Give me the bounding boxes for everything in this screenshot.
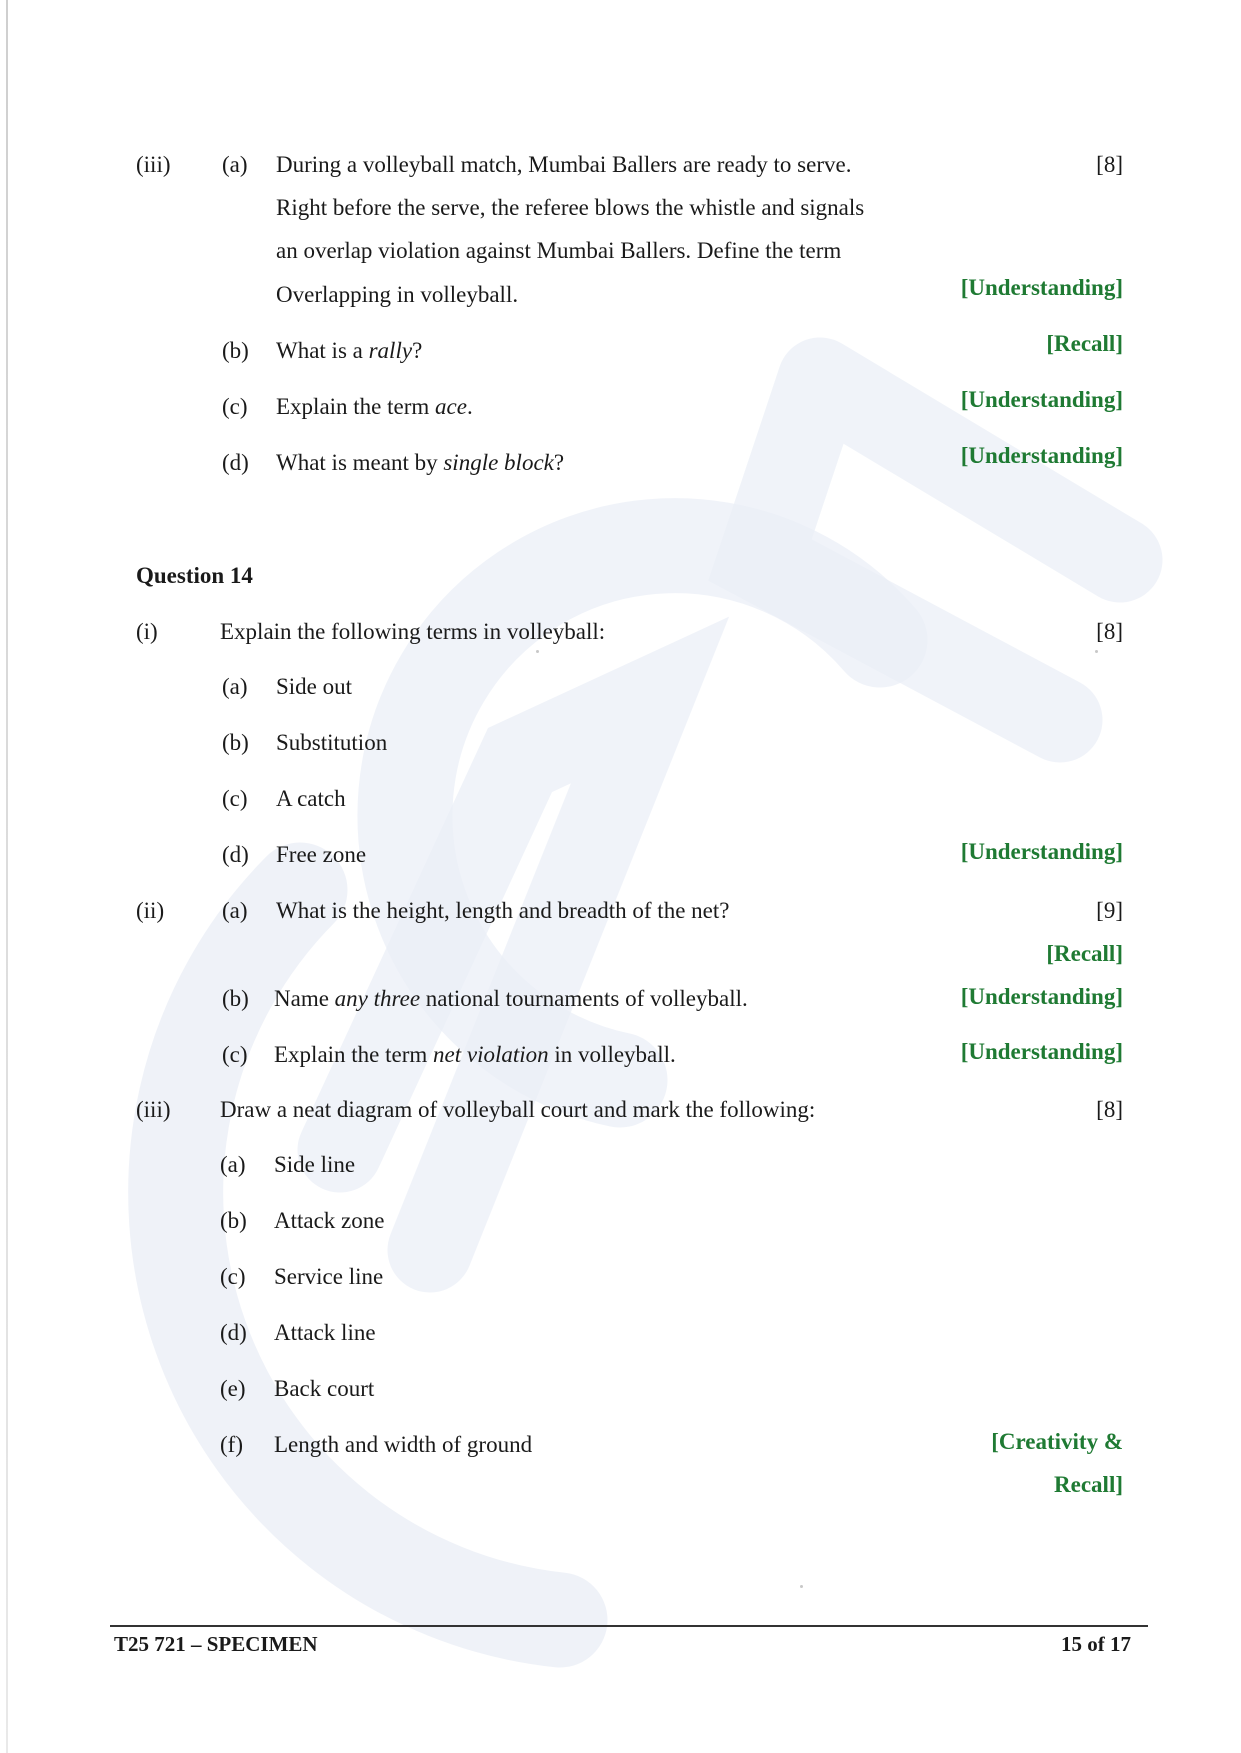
q13-iii-a-letter: (a)	[222, 152, 248, 177]
q14-i-number: (i)	[136, 619, 158, 644]
q14-iii-e-text: Back court	[274, 1376, 375, 1401]
q14-ii-c-text: Explain the term net violation in volleyball.	[274, 1042, 676, 1067]
q14-i-text: Explain the following terms in volleyball:	[220, 619, 606, 644]
q14-ii-a-letter: (a)	[222, 898, 248, 923]
q14-ii-a-text: What is the height, length and breadth of the net?	[276, 898, 730, 923]
q14-iii-a-text: Side line	[274, 1152, 356, 1177]
q14-iii-d-text: Attack line	[274, 1320, 376, 1345]
q14-ii-b-text: Name any three national tournaments of volleyball.	[274, 986, 748, 1011]
q14-iii-c-letter: (c)	[220, 1264, 246, 1289]
q14-iii-f-text: Length and width of ground	[274, 1432, 533, 1457]
scan-left-edge	[6, 0, 8, 1753]
q13-iii-b-tag: [Recall]	[1046, 331, 1123, 356]
q13-iii-b-text: What is a rally?	[276, 338, 423, 363]
q13-iii-d-letter: (d)	[222, 450, 249, 475]
q14-i-c-letter: (c)	[222, 786, 248, 811]
q14-iii-number: (iii)	[136, 1097, 171, 1122]
q14-i-tag: [Understanding]	[960, 839, 1123, 864]
q14-ii-a-tag: [Recall]	[1046, 941, 1123, 966]
q14-iii-marks: [8]	[1096, 1097, 1123, 1122]
q13-iii-a-tag: [Understanding]	[960, 275, 1123, 300]
q14-ii-number: (ii)	[136, 898, 165, 923]
q14-i-marks: [8]	[1096, 619, 1123, 644]
q14-i-d-letter: (d)	[222, 842, 249, 867]
q14-ii-marks: [9]	[1096, 898, 1123, 923]
q14-iii-tag-line-1: [Creativity &	[991, 1429, 1123, 1454]
q14-i-b-letter: (b)	[222, 730, 249, 755]
q13-iii-c-letter: (c)	[222, 394, 248, 419]
q14-iii-e-letter: (e)	[220, 1376, 246, 1401]
q14-iii-b-letter: (b)	[220, 1208, 247, 1233]
q13-iii-c-text: Explain the term ace.	[276, 394, 473, 419]
q13-iii-d-tag: [Understanding]	[960, 443, 1123, 468]
scan-speck	[1095, 650, 1098, 653]
q14-i-b-text: Substitution	[276, 730, 388, 755]
q14-ii-c-letter: (c)	[222, 1042, 248, 1067]
q14-iii-a-letter: (a)	[220, 1152, 246, 1177]
q14-i-d-text: Free zone	[276, 842, 367, 867]
scan-speck	[536, 650, 539, 653]
q13-iii-number: (iii)	[136, 152, 171, 177]
scan-speck	[800, 1585, 803, 1588]
q13-iii-a-line-2: Right before the serve, the referee blows the whistle and signals	[276, 195, 865, 220]
footer-rule	[110, 1625, 1148, 1627]
q14-iii-tag-line-2: Recall]	[1054, 1472, 1123, 1497]
question-14-heading: Question 14	[136, 563, 253, 588]
q14-iii-c-text: Service line	[274, 1264, 384, 1289]
q14-i-c-text: A catch	[276, 786, 346, 811]
q13-iii-b-letter: (b)	[222, 338, 249, 363]
q13-iii-a-line-4: Overlapping in volleyball.	[276, 282, 519, 307]
q14-i-a-text: Side out	[276, 674, 353, 699]
q14-ii-c-tag: [Understanding]	[960, 1039, 1123, 1064]
q13-iii-a-line-1: During a volleyball match, Mumbai Ballers are ready to serve.	[276, 152, 852, 177]
q13-iii-marks: [8]	[1096, 152, 1123, 177]
q14-ii-b-letter: (b)	[222, 986, 249, 1011]
q13-iii-a-line-3: an overlap violation against Mumbai Ballers. Define the term	[276, 238, 842, 263]
q14-iii-f-letter: (f)	[220, 1432, 243, 1457]
q14-i-a-letter: (a)	[222, 674, 248, 699]
q14-iii-d-letter: (d)	[220, 1320, 247, 1345]
q14-iii-text: Draw a neat diagram of volleyball court and mark the following:	[220, 1097, 816, 1122]
footer-paper-code: T25 721 – SPECIMEN	[114, 1632, 318, 1656]
q13-iii-c-tag: [Understanding]	[960, 387, 1123, 412]
q14-ii-b-tag: [Understanding]	[960, 984, 1123, 1009]
q13-iii-d-text: What is meant by single block?	[276, 450, 565, 475]
footer-page-number: 15 of 17	[1061, 1632, 1131, 1656]
q14-iii-b-text: Attack zone	[274, 1208, 385, 1233]
